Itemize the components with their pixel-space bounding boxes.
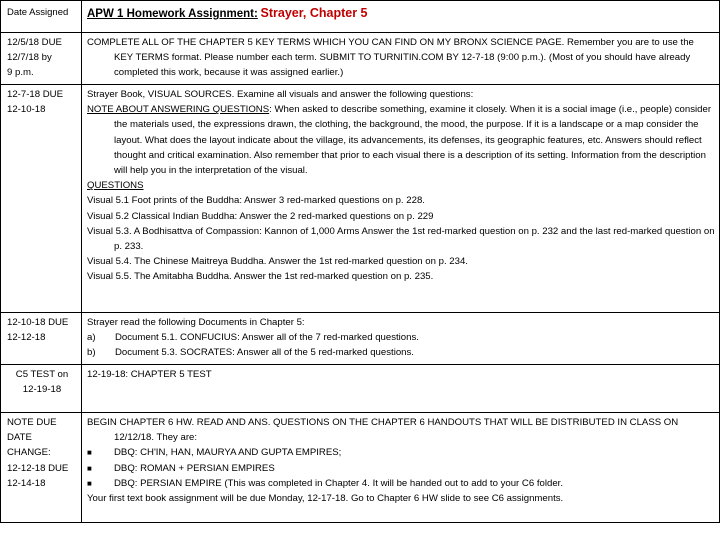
date-cell bbox=[1, 413, 82, 523]
list-text: Document 5.3. SOCRATES: Answer all of the 5 red-marked questions. bbox=[115, 347, 414, 359]
date-line: 12/5/18 DUE bbox=[7, 37, 62, 48]
answering-note bbox=[87, 102, 715, 178]
table-row bbox=[1, 85, 720, 313]
documents-intro: Strayer read the following Documents in Chapter 5: bbox=[87, 317, 305, 328]
list-item bbox=[87, 461, 715, 476]
table-row bbox=[1, 365, 720, 413]
date-line: DATE bbox=[7, 432, 32, 444]
date-cell bbox=[1, 365, 82, 413]
chapter6-footer: Your first text book assignment will be due Monday, 12-17-18. Go to Chapter 6 HW slide to see C6 assignments. bbox=[87, 493, 564, 505]
assignment-cell bbox=[82, 33, 720, 85]
assignment-cell bbox=[82, 313, 720, 365]
assignment-cell bbox=[82, 413, 720, 523]
list-item bbox=[87, 445, 715, 460]
date-column-header: Date Assigned bbox=[1, 1, 82, 33]
list-item bbox=[87, 330, 715, 345]
visual-sources-intro: Strayer Book, VISUAL SOURCES. Examine all visuals and answer the following questions: bbox=[87, 89, 474, 100]
date-line: 12-19-18 bbox=[22, 384, 62, 396]
visual-question: Visual 5.1 Foot prints of the Buddha: Answer 3 red-marked questions on p. 228. bbox=[87, 195, 425, 207]
date-line: 12-14-18 bbox=[7, 477, 46, 489]
title-main: APW 1 Homework Assignment: bbox=[87, 8, 258, 20]
list-text: Document 5.1. CONFUCIUS: Answer all of the 7 red-marked questions. bbox=[115, 332, 419, 344]
list-text: DBQ: ROMAN + PERSIAN EMPIRES bbox=[114, 462, 275, 474]
visual-question: Visual 5.4. The Chinese Maitreya Buddha. Answer the 1st red-marked question on p. 234. bbox=[87, 256, 468, 268]
note-text: : When asked to describe something, examine it closely. When it is a social image (i.e., people) consider the materials used, the expressions drawn, the clothing, the background, the mood, the purpose. If it is a landscape or a map consider the layout. What does the layout indicate about the village, its advancements, its defenses, its geographic features, etc. Answers should reflect thought and critical examination. Also remember that prior to each visual there is a description of its setting. Information from the description will help you in the interpretation of the visual. bbox=[114, 104, 712, 177]
date-cell bbox=[1, 85, 82, 313]
assignment-cell bbox=[82, 85, 720, 313]
list-text: DBQ: PERSIAN EMPIRE (This was completed in Chapter 4. It will be handed out to add to your C6 folder. bbox=[114, 477, 563, 489]
header-row bbox=[1, 1, 720, 33]
date-line: C5 TEST on bbox=[15, 369, 69, 380]
date-line: CHANGE: bbox=[7, 447, 51, 459]
date-cell bbox=[1, 33, 82, 85]
visual-question: Visual 5.2 Classical Indian Buddha: Answer the 2 red-marked questions on p. 229 bbox=[87, 210, 434, 222]
questions-label: QUESTIONS bbox=[87, 180, 144, 192]
list-marker: b) bbox=[87, 347, 96, 359]
title-chapter: Strayer, Chapter 5 bbox=[260, 6, 368, 20]
list-item bbox=[87, 476, 715, 491]
date-line: 12-7-18 DUE bbox=[7, 89, 63, 100]
date-line: 12-10-18 bbox=[7, 104, 46, 116]
table-row bbox=[1, 313, 720, 365]
date-line: 12-12-18 DUE bbox=[7, 462, 69, 474]
table-row bbox=[1, 413, 720, 523]
assignment-text: COMPLETE ALL OF THE CHAPTER 5 KEY TERMS WHICH YOU CAN FIND ON MY BRONX SCIENCE PAGE. Remember you are to use the KEY TERMS format. Please number each term. SUBMIT TO TURNITIN.COM BY 12-7-18 (9:00 p.m.). (Most of you should have already completed this work, because it was assigned earlier.) bbox=[87, 37, 694, 79]
date-line: NOTE DUE bbox=[7, 417, 57, 428]
list-text: DBQ: CH'IN, HAN, MAURYA AND GUPTA EMPIRES; bbox=[114, 447, 342, 459]
note-label: NOTE ABOUT ANSWERING QUESTIONS bbox=[87, 104, 270, 116]
bullet-icon: ■ bbox=[87, 463, 92, 473]
visual-question: Visual 5.3. A Bodhisattva of Compassion: Kannon of 1,000 Arms Answer the 1st red-marked question on p. 232 and the last red-marked question on p. 233. bbox=[87, 225, 715, 253]
list-marker: a) bbox=[87, 332, 96, 344]
visual-question: Visual 5.5. The Amitabha Buddha. Answer the 1st red-marked question on p. 235. bbox=[87, 271, 434, 283]
date-line: 12/7/18 by bbox=[7, 52, 52, 64]
test-text: 12-19-18: CHAPTER 5 TEST bbox=[87, 369, 212, 380]
table-row bbox=[1, 33, 720, 85]
bullet-icon: ■ bbox=[87, 448, 92, 458]
assignment-cell bbox=[82, 365, 720, 413]
bullet-icon: ■ bbox=[87, 478, 92, 488]
list-item bbox=[87, 345, 715, 360]
date-line: 9 p.m. bbox=[7, 67, 34, 79]
date-cell bbox=[1, 313, 82, 365]
date-line: 12-12-18 bbox=[7, 332, 46, 344]
date-line: 12-10-18 DUE bbox=[7, 317, 69, 328]
chapter6-intro: BEGIN CHAPTER 6 HW. READ AND ANS. QUESTIONS ON THE CHAPTER 6 HANDOUTS THAT WILL BE DISTRIBUTED IN CLASS ON 12/12/18. They are: bbox=[87, 417, 679, 444]
assignment-title bbox=[82, 1, 720, 33]
